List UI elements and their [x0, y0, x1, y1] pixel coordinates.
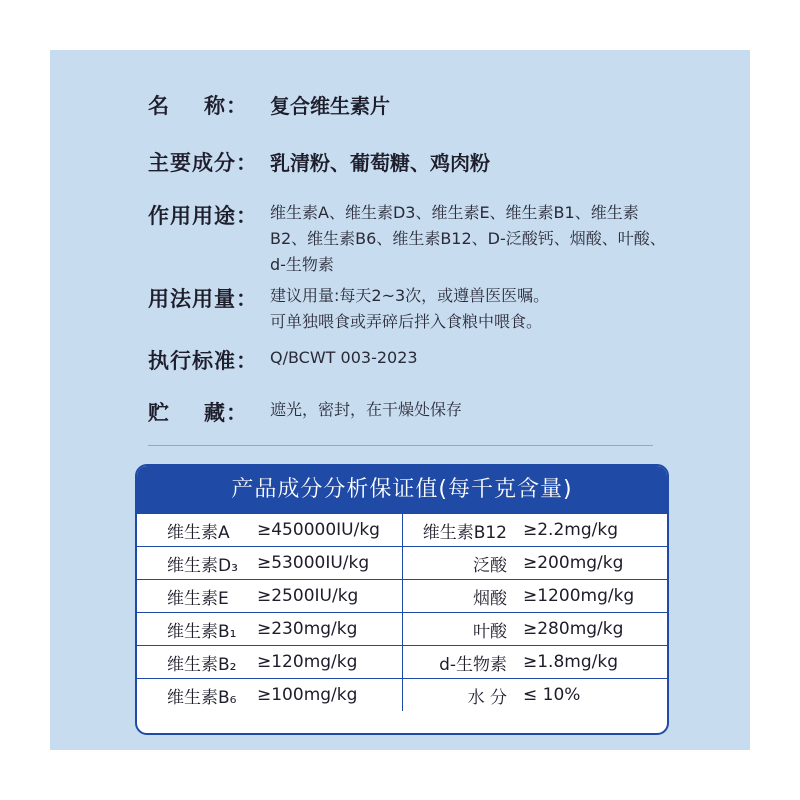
- dosage-row: [148, 283, 670, 335]
- nutrient-value: ≥1.8mg/kg: [523, 652, 618, 672]
- ingredients-row: [148, 147, 490, 177]
- storage-value: 遮光，密封，在干燥处保存: [270, 400, 463, 419]
- nutrient-value: ≥2.2mg/kg: [523, 520, 618, 540]
- nutrient-name: 维生素B12: [422, 522, 507, 543]
- nutrient-name: 泛酸: [473, 555, 507, 576]
- nutrient-value: ≥53000IU/kg: [257, 553, 370, 573]
- usage-value: 维生素A、维生素D3、维生素E、维生素B1、维生素B2、维生素B6、维生素B12、D-泛酸钙、烟酸、叶酸、d-生物素: [270, 203, 666, 274]
- name-label: 名 称：: [148, 94, 248, 118]
- left-cell: [137, 514, 403, 547]
- nutrient-value: ≤ 10%: [523, 685, 581, 705]
- nutrient-value: ≥1200mg/kg: [523, 586, 635, 606]
- left-cell: [137, 679, 403, 712]
- storage-row: [148, 397, 670, 427]
- table-row: [137, 580, 667, 613]
- right-cell: [403, 613, 668, 646]
- analysis-table: [135, 464, 669, 735]
- dosage-line-2: 可单独喂食或弄碎后拌入食粮中喂食。: [270, 312, 543, 331]
- nutrient-name: 水 分: [467, 687, 507, 708]
- left-cell: [137, 547, 403, 580]
- product-info-panel: [50, 50, 750, 750]
- right-cell: [403, 580, 668, 613]
- table-row: [137, 646, 667, 679]
- usage-row: [148, 200, 670, 278]
- nutrient-value: ≥100mg/kg: [257, 685, 358, 705]
- standard-label: 执行标准：: [148, 349, 258, 373]
- nutrient-name: 维生素B₁: [167, 621, 237, 642]
- right-cell: [403, 646, 668, 679]
- nutrient-name: 维生素B₆: [167, 687, 237, 708]
- dosage-line-1: 建议用量:每天2~3次，或遵兽医医嘱。: [270, 286, 550, 305]
- nutrient-name: 烟酸: [473, 588, 507, 609]
- ingredients-label: 主要成分：: [148, 151, 258, 175]
- nutrient-value: ≥200mg/kg: [523, 553, 624, 573]
- table-row: [137, 679, 667, 712]
- right-cell: [403, 547, 668, 580]
- nutrient-name: 叶酸: [473, 621, 507, 642]
- left-cell: [137, 580, 403, 613]
- right-cell: [403, 514, 668, 547]
- nutrient-value: ≥450000IU/kg: [257, 520, 380, 540]
- right-cell: [403, 679, 668, 712]
- ingredients-value: 乳清粉、葡萄糖、鸡肉粉: [270, 151, 490, 175]
- standard-row: [148, 345, 670, 375]
- nutrient-value: ≥230mg/kg: [257, 619, 358, 639]
- section-divider: [148, 445, 653, 446]
- nutrient-name: 维生素A: [167, 522, 230, 543]
- nutrient-value: ≥120mg/kg: [257, 652, 358, 672]
- nutrient-value: ≥2500IU/kg: [257, 586, 359, 606]
- usage-label: 作用用途：: [148, 204, 258, 228]
- analysis-table-grid: [137, 514, 667, 711]
- standard-value: Q/BCWT 003-2023: [270, 348, 418, 367]
- analysis-table-title: 产品成分分析保证值(每千克含量): [137, 466, 667, 514]
- table-row: [137, 613, 667, 646]
- dosage-label: 用法用量：: [148, 287, 258, 311]
- left-cell: [137, 646, 403, 679]
- name-row: [148, 90, 390, 120]
- dosage-value: [270, 283, 670, 335]
- table-row: [137, 514, 667, 547]
- nutrient-name: 维生素B₂: [167, 654, 237, 675]
- nutrient-value: ≥280mg/kg: [523, 619, 624, 639]
- left-cell: [137, 613, 403, 646]
- nutrient-name: d-生物素: [439, 654, 507, 675]
- nutrient-name: 维生素E: [167, 588, 229, 609]
- nutrient-name: 维生素D₃: [167, 555, 238, 576]
- name-value: 复合维生素片: [270, 94, 390, 118]
- storage-label: 贮 藏：: [148, 401, 248, 425]
- table-row: [137, 547, 667, 580]
